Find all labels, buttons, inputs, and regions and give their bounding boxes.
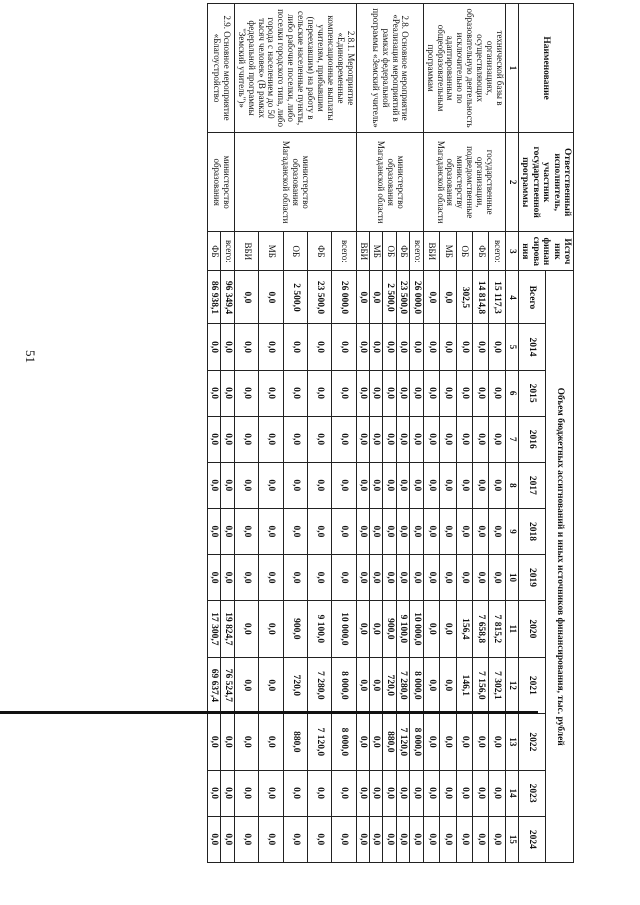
value-cell: 0,0 <box>234 657 258 713</box>
value-cell: 0,0 <box>259 324 283 370</box>
value-cell: 23 500,0 <box>396 271 409 324</box>
funding-source: всего: <box>489 232 505 271</box>
value-cell: 0,0 <box>356 416 369 462</box>
value-cell: 0,0 <box>440 324 456 370</box>
value-cell: 0,0 <box>456 462 472 508</box>
value-cell: 900,0 <box>283 601 307 657</box>
value-cell: 0,0 <box>370 657 383 713</box>
header-responsible: Ответственный исполнитель, участник государственной программы <box>518 133 573 232</box>
value-cell: 0,0 <box>489 555 505 601</box>
value-cell: 0,0 <box>332 370 356 416</box>
value-cell: 0,0 <box>410 462 423 508</box>
value-cell: 0,0 <box>208 324 221 370</box>
value-cell: 0,0 <box>307 555 331 601</box>
funding-table <box>207 3 574 863</box>
value-cell: 96 349,4 <box>221 271 234 324</box>
value-cell: 0,0 <box>234 770 258 816</box>
value-cell: 0,0 <box>234 416 258 462</box>
value-cell: 0,0 <box>473 370 489 416</box>
value-cell: 0,0 <box>370 370 383 416</box>
value-cell: 0,0 <box>383 416 396 462</box>
value-cell: 302,5 <box>456 271 472 324</box>
value-cell: 0,0 <box>440 416 456 462</box>
header-name: Наименование <box>518 4 573 133</box>
value-cell: 0,0 <box>396 324 409 370</box>
value-cell: 0,0 <box>234 816 258 862</box>
value-cell: 0,0 <box>440 657 456 713</box>
value-cell: 0,0 <box>489 416 505 462</box>
funding-source: ФБ <box>473 232 489 271</box>
value-cell: 0,0 <box>383 324 396 370</box>
header-year: 2023 <box>518 770 546 816</box>
value-cell: 0,0 <box>208 416 221 462</box>
row-responsible: министерство образования <box>208 133 235 232</box>
row-name: 2.8. Основное мероприятие «Реализация мероприятий в рамках федеральной программы «Земский учитель» <box>356 4 423 133</box>
header-year: 2018 <box>518 508 546 554</box>
value-cell: 0,0 <box>410 816 423 862</box>
value-cell: 0,0 <box>370 816 383 862</box>
value-cell: 0,0 <box>456 714 472 770</box>
value-cell: 8 000,0 <box>332 657 356 713</box>
value-cell: 15 117,3 <box>489 271 505 324</box>
value-cell: 0,0 <box>383 555 396 601</box>
value-cell: 0,0 <box>221 462 234 508</box>
value-cell: 0,0 <box>410 370 423 416</box>
value-cell: 0,0 <box>423 816 439 862</box>
value-cell: 0,0 <box>221 555 234 601</box>
value-cell: 0,0 <box>221 416 234 462</box>
value-cell: 0,0 <box>423 416 439 462</box>
value-cell: 19 824,7 <box>221 601 234 657</box>
value-cell: 0,0 <box>489 770 505 816</box>
table-row <box>221 4 234 863</box>
value-cell: 0,0 <box>234 462 258 508</box>
value-cell: 0,0 <box>423 271 439 324</box>
value-cell: 76 524,7 <box>221 657 234 713</box>
value-cell: 0,0 <box>370 508 383 554</box>
value-cell: 0,0 <box>332 462 356 508</box>
funding-source: ФБ <box>208 232 221 271</box>
value-cell: 0,0 <box>396 555 409 601</box>
value-cell: 0,0 <box>307 416 331 462</box>
value-cell: 900,0 <box>383 601 396 657</box>
header-index: 11 <box>505 601 518 657</box>
header-year: 2022 <box>518 714 546 770</box>
value-cell: 0,0 <box>221 370 234 416</box>
value-cell: 14 814,8 <box>473 271 489 324</box>
value-cell: 0,0 <box>440 271 456 324</box>
value-cell: 0,0 <box>259 770 283 816</box>
value-cell: 0,0 <box>259 416 283 462</box>
value-cell: 7 120,0 <box>307 714 331 770</box>
value-cell: 0,0 <box>221 508 234 554</box>
funding-source: МБ <box>370 232 383 271</box>
header-year: 2014 <box>518 324 546 370</box>
value-cell: 0,0 <box>383 370 396 416</box>
value-cell: 0,0 <box>383 816 396 862</box>
value-cell: 0,0 <box>456 508 472 554</box>
value-cell: 0,0 <box>383 770 396 816</box>
value-cell: 0,0 <box>332 508 356 554</box>
row-responsible: министерство образования Магаданской области <box>234 133 356 232</box>
value-cell: 2 500,0 <box>283 271 307 324</box>
value-cell: 0,0 <box>283 555 307 601</box>
row-name: 2.9. Основное мероприятие «Благоустройство <box>208 4 235 133</box>
value-cell: 0,0 <box>440 770 456 816</box>
page-number: 51 <box>23 350 38 363</box>
value-cell: 0,0 <box>283 416 307 462</box>
funding-source: МБ <box>259 232 283 271</box>
value-cell: 0,0 <box>473 816 489 862</box>
value-cell: 0,0 <box>396 508 409 554</box>
value-cell: 0,0 <box>423 601 439 657</box>
value-cell: 0,0 <box>473 555 489 601</box>
value-cell: 0,0 <box>423 508 439 554</box>
value-cell: 86 938,1 <box>208 271 221 324</box>
value-cell: 720,0 <box>383 657 396 713</box>
value-cell: 7 302,1 <box>489 657 505 713</box>
value-cell: 0,0 <box>440 462 456 508</box>
value-cell: 0,0 <box>356 657 369 713</box>
value-cell: 0,0 <box>423 555 439 601</box>
value-cell: 0,0 <box>332 555 356 601</box>
funding-source: ФБ <box>396 232 409 271</box>
header-index: 4 <box>505 271 518 324</box>
value-cell: 0,0 <box>283 816 307 862</box>
value-cell: 2 500,0 <box>383 271 396 324</box>
value-cell: 0,0 <box>370 324 383 370</box>
value-cell: 0,0 <box>456 324 472 370</box>
value-cell: 26 000,0 <box>332 271 356 324</box>
table-row <box>489 4 505 863</box>
header-index: 5 <box>505 324 518 370</box>
value-cell: 0,0 <box>370 462 383 508</box>
value-cell: 0,0 <box>440 601 456 657</box>
funding-source: ФБ <box>307 232 331 271</box>
value-cell: 0,0 <box>234 601 258 657</box>
value-cell: 0,0 <box>440 508 456 554</box>
value-cell: 0,0 <box>234 324 258 370</box>
value-cell: 0,0 <box>221 816 234 862</box>
row-responsible: министерство образования Магаданской области <box>356 133 423 232</box>
header-index: 9 <box>505 508 518 554</box>
value-cell: 0,0 <box>307 324 331 370</box>
value-cell: 0,0 <box>489 508 505 554</box>
value-cell: 0,0 <box>259 714 283 770</box>
value-cell: 8 000,0 <box>410 657 423 713</box>
value-cell: 0,0 <box>370 555 383 601</box>
value-cell: 0,0 <box>423 324 439 370</box>
value-cell: 0,0 <box>356 462 369 508</box>
value-cell: 9 100,0 <box>396 601 409 657</box>
header-source: Источ ник финан сирова ния <box>518 232 573 271</box>
value-cell: 17 300,7 <box>208 601 221 657</box>
value-cell: 0,0 <box>356 324 369 370</box>
value-cell: 10 000,0 <box>332 601 356 657</box>
value-cell: 0,0 <box>370 714 383 770</box>
value-cell: 0,0 <box>259 555 283 601</box>
value-cell: 0,0 <box>456 816 472 862</box>
value-cell: 0,0 <box>283 462 307 508</box>
funding-source: всего: <box>221 232 234 271</box>
value-cell: 0,0 <box>396 462 409 508</box>
value-cell: 0,0 <box>423 770 439 816</box>
value-cell: 9 100,0 <box>307 601 331 657</box>
header-index: 6 <box>505 370 518 416</box>
header-year: 2019 <box>518 555 546 601</box>
value-cell: 0,0 <box>383 508 396 554</box>
value-cell: 0,0 <box>440 370 456 416</box>
header-index: 8 <box>505 462 518 508</box>
value-cell: 0,0 <box>208 714 221 770</box>
value-cell: 0,0 <box>208 770 221 816</box>
value-cell: 0,0 <box>234 555 258 601</box>
value-cell: 0,0 <box>456 770 472 816</box>
value-cell: 0,0 <box>370 271 383 324</box>
funding-source: всего: <box>410 232 423 271</box>
value-cell: 0,0 <box>440 714 456 770</box>
value-cell: 0,0 <box>423 657 439 713</box>
value-cell: 0,0 <box>473 324 489 370</box>
funding-source: ОБ <box>283 232 307 271</box>
value-cell: 0,0 <box>370 416 383 462</box>
header-index: 3 <box>505 232 518 271</box>
value-cell: 0,0 <box>283 770 307 816</box>
value-cell: 0,0 <box>410 324 423 370</box>
value-cell: 146,1 <box>456 657 472 713</box>
value-cell: 0,0 <box>221 324 234 370</box>
value-cell: 0,0 <box>370 601 383 657</box>
value-cell: 0,0 <box>456 555 472 601</box>
value-cell: 0,0 <box>440 555 456 601</box>
header-index: 14 <box>505 770 518 816</box>
value-cell: 0,0 <box>489 816 505 862</box>
header-funding-title: Объем бюджетных ассигнований и иных источников финансирования, тыс. рублей <box>546 271 574 863</box>
value-cell: 0,0 <box>356 370 369 416</box>
header-year: 2024 <box>518 816 546 862</box>
funding-source: всего: <box>332 232 356 271</box>
value-cell: 8 000,0 <box>410 714 423 770</box>
value-cell: 0,0 <box>208 508 221 554</box>
value-cell: 0,0 <box>234 370 258 416</box>
header-index: 2 <box>505 133 518 232</box>
value-cell: 0,0 <box>489 370 505 416</box>
value-cell: 7 815,2 <box>489 601 505 657</box>
value-cell: 0,0 <box>410 770 423 816</box>
header-year: 2016 <box>518 416 546 462</box>
value-cell: 0,0 <box>356 271 369 324</box>
value-cell: 0,0 <box>383 462 396 508</box>
value-cell: 0,0 <box>356 601 369 657</box>
value-cell: 0,0 <box>307 770 331 816</box>
value-cell: 0,0 <box>370 770 383 816</box>
value-cell: 23 500,0 <box>307 271 331 324</box>
value-cell: 0,0 <box>410 555 423 601</box>
value-cell: 0,0 <box>356 508 369 554</box>
value-cell: 0,0 <box>473 714 489 770</box>
value-cell: 0,0 <box>423 370 439 416</box>
value-cell: 0,0 <box>283 324 307 370</box>
funding-source: ОБ <box>456 232 472 271</box>
value-cell: 0,0 <box>489 324 505 370</box>
value-cell: 0,0 <box>283 370 307 416</box>
value-cell: 7 120,0 <box>396 714 409 770</box>
value-cell: 0,0 <box>208 816 221 862</box>
value-cell: 0,0 <box>259 508 283 554</box>
value-cell: 880,0 <box>383 714 396 770</box>
value-cell: 0,0 <box>473 770 489 816</box>
value-cell: 0,0 <box>396 370 409 416</box>
header-index: 15 <box>505 816 518 862</box>
value-cell: 0,0 <box>332 416 356 462</box>
funding-source: МБ <box>440 232 456 271</box>
value-cell: 0,0 <box>396 416 409 462</box>
value-cell: 0,0 <box>440 816 456 862</box>
funding-source: ВБИ <box>356 232 369 271</box>
value-cell: 0,0 <box>307 370 331 416</box>
value-cell: 0,0 <box>208 370 221 416</box>
value-cell: 7 156,0 <box>473 657 489 713</box>
value-cell: 69 637,4 <box>208 657 221 713</box>
value-cell: 0,0 <box>234 714 258 770</box>
header-year: Всего <box>518 271 546 324</box>
value-cell: 0,0 <box>473 416 489 462</box>
value-cell: 0,0 <box>221 770 234 816</box>
value-cell: 0,0 <box>259 370 283 416</box>
row-name: 2.8.1. Мероприятие «Единовременные компенсационные выплаты учителям, прибывшим (переехавшим) на работу в сельские населенные пункты, либо рабочие поселки, либо поселки городского типа, либо города с населением до 50 тысяч человек» (В рамках федеральной программы "Земский учитель")» <box>234 4 356 133</box>
value-cell: 7 280,0 <box>396 657 409 713</box>
header-index: 10 <box>505 555 518 601</box>
value-cell: 0,0 <box>307 508 331 554</box>
value-cell: 0,0 <box>259 657 283 713</box>
value-cell: 0,0 <box>208 462 221 508</box>
value-cell: 7 658,8 <box>473 601 489 657</box>
header-index: 13 <box>505 714 518 770</box>
header-index: 12 <box>505 657 518 713</box>
header-year: 2021 <box>518 657 546 713</box>
funding-source: ВБИ <box>423 232 439 271</box>
funding-source: ОБ <box>383 232 396 271</box>
value-cell: 26 000,0 <box>410 271 423 324</box>
rotated-table-container <box>64 3 574 863</box>
value-cell: 0,0 <box>332 816 356 862</box>
value-cell: 0,0 <box>356 714 369 770</box>
value-cell: 0,0 <box>221 714 234 770</box>
row-responsible: государственные организации, подведомственные министерству образования Магаданской области <box>423 133 505 232</box>
table-row <box>410 4 423 863</box>
value-cell: 0,0 <box>396 770 409 816</box>
value-cell: 0,0 <box>259 271 283 324</box>
value-cell: 0,0 <box>489 462 505 508</box>
value-cell: 0,0 <box>473 462 489 508</box>
value-cell: 0,0 <box>283 508 307 554</box>
value-cell: 0,0 <box>259 816 283 862</box>
value-cell: 0,0 <box>356 555 369 601</box>
value-cell: 0,0 <box>356 770 369 816</box>
value-cell: 0,0 <box>423 462 439 508</box>
value-cell: 8 000,0 <box>332 714 356 770</box>
value-cell: 0,0 <box>332 770 356 816</box>
value-cell: 720,0 <box>283 657 307 713</box>
value-cell: 0,0 <box>410 416 423 462</box>
value-cell: 0,0 <box>234 508 258 554</box>
page-rule <box>0 711 538 714</box>
value-cell: 0,0 <box>259 601 283 657</box>
value-cell: 0,0 <box>423 714 439 770</box>
value-cell: 0,0 <box>234 271 258 324</box>
value-cell: 0,0 <box>456 370 472 416</box>
value-cell: 0,0 <box>473 508 489 554</box>
value-cell: 0,0 <box>332 324 356 370</box>
value-cell: 0,0 <box>456 416 472 462</box>
value-cell: 0,0 <box>208 555 221 601</box>
value-cell: 10 000,0 <box>410 601 423 657</box>
value-cell: 0,0 <box>307 816 331 862</box>
value-cell: 0,0 <box>410 508 423 554</box>
value-cell: 0,0 <box>396 816 409 862</box>
value-cell: 156,4 <box>456 601 472 657</box>
funding-source: ВБИ <box>234 232 258 271</box>
header-index: 1 <box>505 4 518 133</box>
value-cell: 880,0 <box>283 714 307 770</box>
header-index: 7 <box>505 416 518 462</box>
table-row <box>332 4 356 863</box>
value-cell: 0,0 <box>356 816 369 862</box>
header-year: 2020 <box>518 601 546 657</box>
value-cell: 0,0 <box>259 462 283 508</box>
row-name: технической базы в организациях, осуществляющих образовательную деятельность исключительно по адаптированным общеобразовательным программам <box>423 4 505 133</box>
value-cell: 7 280,0 <box>307 657 331 713</box>
header-year: 2017 <box>518 462 546 508</box>
header-year: 2015 <box>518 370 546 416</box>
value-cell: 0,0 <box>307 462 331 508</box>
value-cell: 0,0 <box>489 714 505 770</box>
